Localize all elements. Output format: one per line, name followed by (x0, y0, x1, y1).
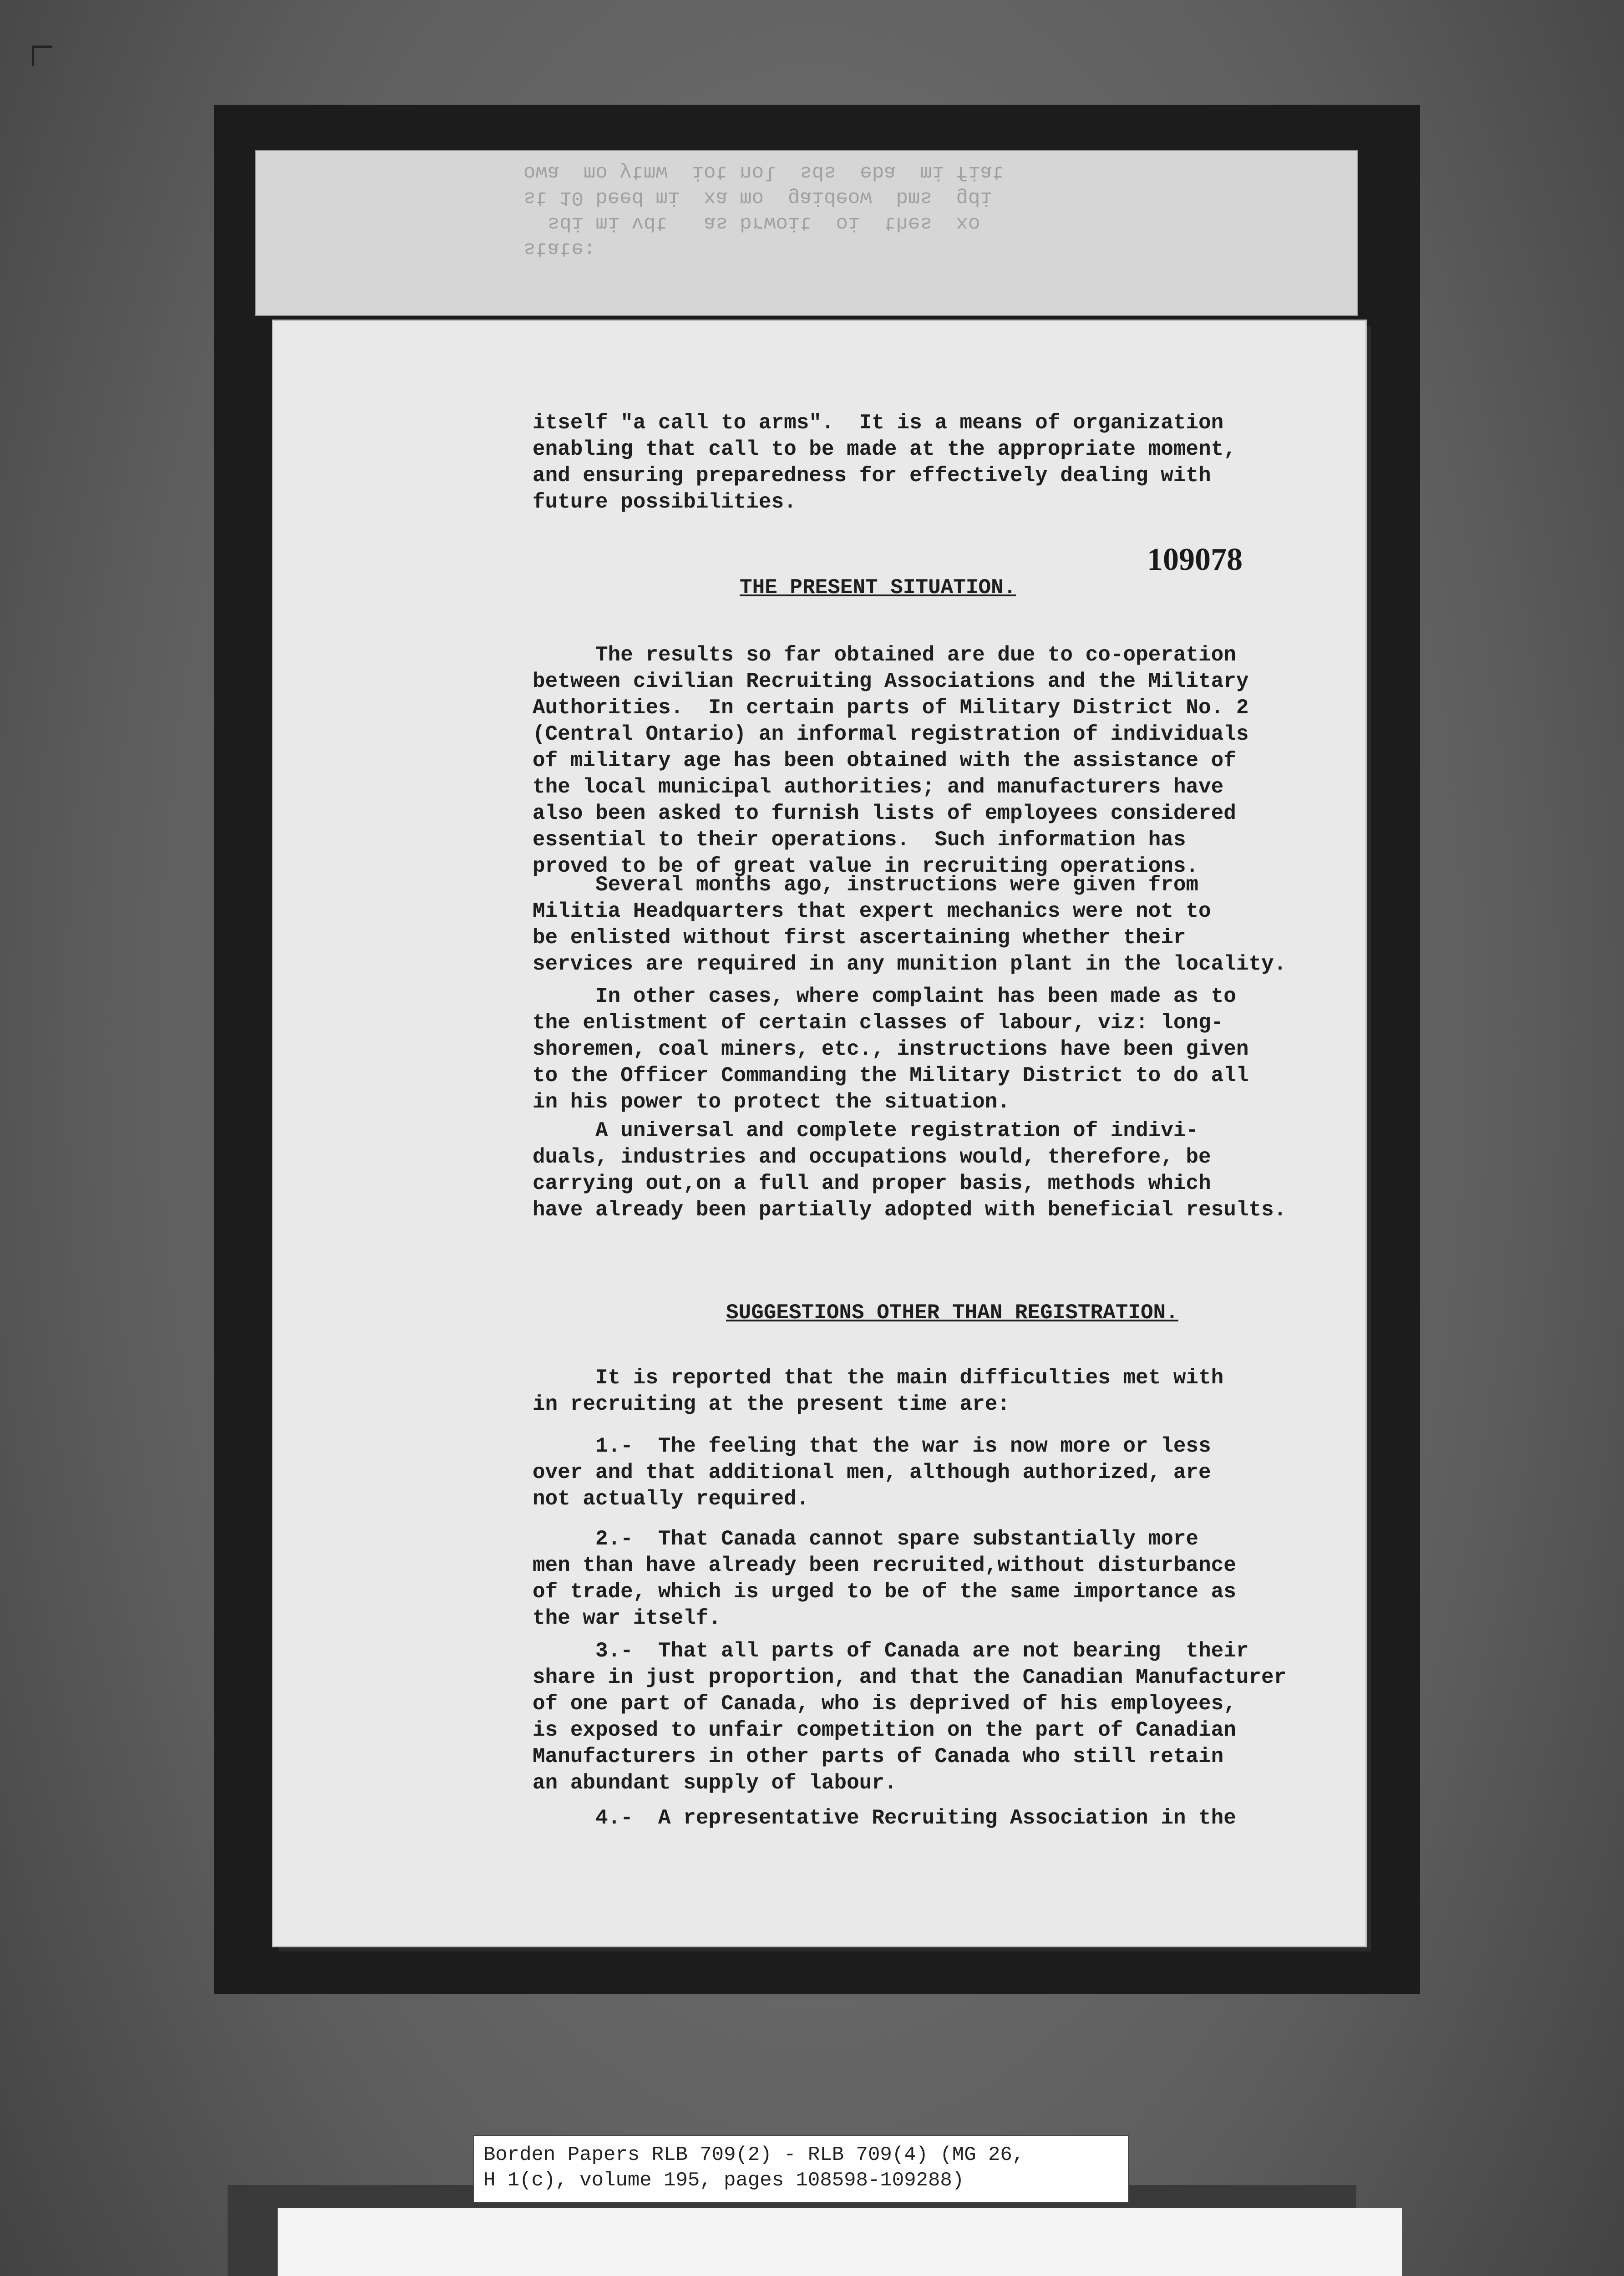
intro-paragraph: itself "a call to arms". It is a means of organization enabling that call to be made at the appropriate moment, and ensuring preparedness for effectively dealing with future possibilities. (533, 411, 1236, 514)
archives-label (278, 2208, 1402, 2276)
difficulty-item-1: 1.- The feeling that the war is now more or less over and that additional men, although authorized, are not actually required. (533, 1434, 1211, 1511)
present-paragraph-2: Several months ago, instructions were given from Militia Headquarters that expert mechanics were not to be enlisted without first ascertaining whether their services are required in any munition plant in the locality. (533, 873, 1287, 976)
difficulty-item-2: 2.- That Canada cannot spare substantially more men than have already been recruited,without disturbance of trade, which is urged to be of the same importance as the war itself. (533, 1527, 1236, 1630)
page-number: 109078 (1147, 542, 1243, 577)
present-paragraph-4: A universal and complete registration of indivi- duals, industries and occupations would, therefore, be carrying out,on a full and proper basis, methods which have already been partially adopted with beneficial results. (533, 1119, 1287, 1222)
backing-sheet-text: state: sdi mi vdt as brwoit oi thes xo st 10 beed mi xa mo gaideow bms gdi owa mo ytmw iot nol sds eba mi fiat (523, 161, 1005, 260)
citation-slip: Borden Papers RLB 709(2) - RLB 709(4) (MG 26, H 1(c), volume 195, pages 108598-109288) (473, 2135, 1129, 2203)
present-paragraph-3: In other cases, where complaint has been made as to the enlistment of certain classes of labour, viz: long- shoremen, coal miners, etc., instructions have been given to the Officer Commanding the Military District to do all in his power to protect the situation. (533, 985, 1249, 1114)
film-corner-mark (32, 46, 52, 66)
present-paragraph-1: The results so far obtained are due to co-operation between civilian Recruiting Associations and the Military Authorities. In certain parts of Military District No. 2 (Central Ontario) an informal registration of individuals of military age has been obtained with the assistance of the local municipal authorities; and manufacturers have also been asked to furnish lists of employees considered essential to their operations. Such information has proved to be of great value in recruiting operations. (533, 643, 1249, 878)
suggestions-intro: It is reported that the main difficulties met with in recruiting at the present time are: (533, 1366, 1224, 1416)
difficulty-item-4: 4.- A representative Recruiting Association in the (533, 1806, 1236, 1830)
difficulty-item-3: 3.- That all parts of Canada are not bearing their share in just proportion, and that the Canadian Manufacturer of one part of Canada, who is deprived of his employees, is exposed to unfair competition on the part of Canadian Manufacturers in other parts of Canada who still retain an abundant supply of labour. (533, 1639, 1287, 1795)
present-situation-heading: THE PRESENT SITUATION. (740, 576, 1016, 599)
suggestions-heading: SUGGESTIONS OTHER THAN REGISTRATION. (726, 1301, 1178, 1325)
